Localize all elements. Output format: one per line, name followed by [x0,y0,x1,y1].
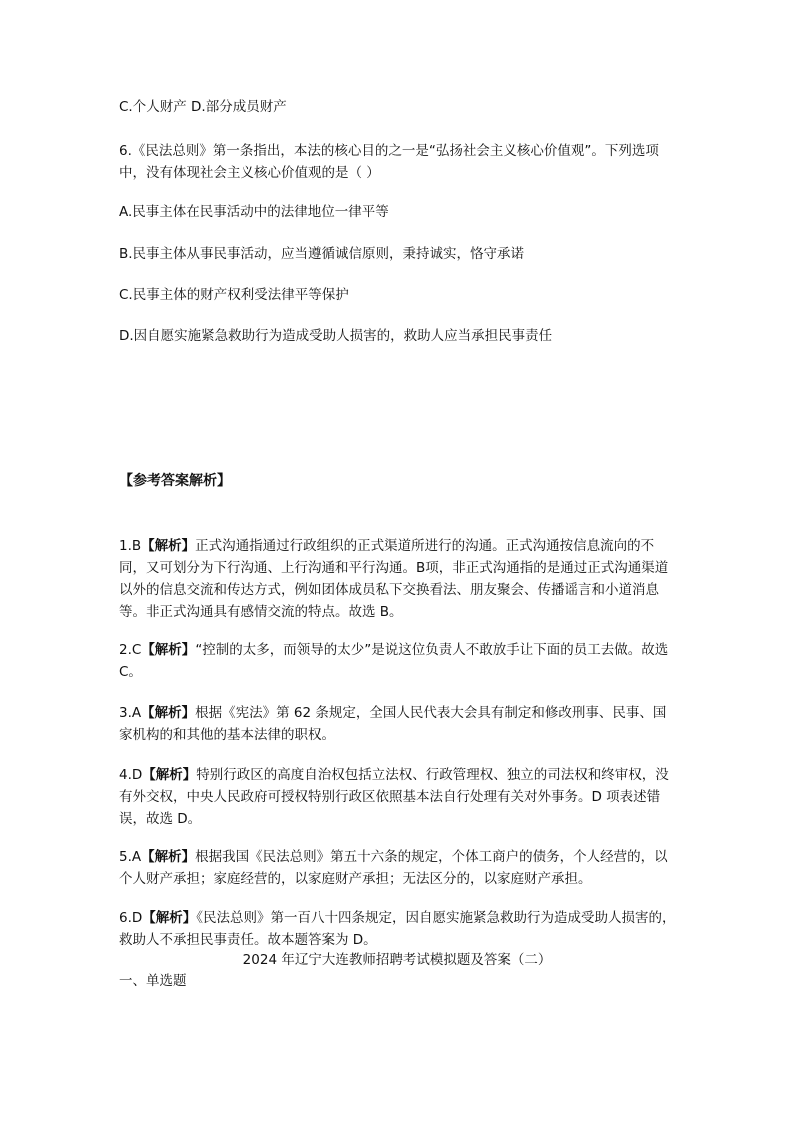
answer-3 [119,702,679,746]
question-6-stem: 6.《民法总则》第一条指出，本法的核心目的之一是“弘扬社会主义核心价值观”。下列选项中，没有体现社会主义核心价值观的是（ ） [119,143,659,181]
answer-text: 特别行政区的高度自治权包括立法权、行政管理权、独立的司法权和终审权，没有外交权，中央人民政府可授权特别行政区依照基本法自行处理有关对外事务。D 项表述错误，故选 D。 [119,767,669,827]
answer-number: 4.D [119,767,143,783]
answer-number: 2.C [119,642,142,658]
analysis-tag: 【解析】 [142,910,197,926]
answer-2 [119,639,679,683]
analysis-tag: 【解析】 [141,849,196,865]
next-section-heading: 一、单选题 [119,973,187,989]
question-6-option-d: D.因自愿实施紧急救助行为造成受助人损害的，救助人应当承担民事责任 [119,328,553,344]
previous-question-options: C.个人财产 D.部分成员财产 [119,99,287,115]
answer-text: “控制的太多，而领导的太少”是说这位负责人不敢放手让下面的员工去做。故选 C。 [119,642,669,680]
analysis-tag: 【解析】 [142,767,197,783]
answer-5 [119,846,679,890]
analysis-tag: 【解析】 [141,538,196,554]
answer-text: 根据我国《民法总则》第五十六条的规定，个体工商户的债务，个人经营的，以个人财产承担；家庭经营的，以家庭财产承担；无法区分的，以家庭财产承担。 [119,849,668,887]
analysis-tag: 【解析】 [141,705,196,721]
answer-number: 6.D [119,910,143,926]
answer-4 [119,764,679,830]
answer-number: 1.B [119,538,142,554]
answer-1 [119,535,679,623]
answer-6 [119,907,679,951]
answer-number: 5.A [119,849,142,865]
question-6-option-a: A.民事主体在民事活动中的法律地位一律平等 [119,204,389,220]
answer-text: 根据《宪法》第 62 条规定，全国人民代表大会具有制定和修改刑事、民事、国家机构的和其他的基本法律的职权。 [119,705,667,743]
answer-number: 3.A [119,705,142,721]
question-6-option-b: B.民事主体从事民事活动，应当遵循诚信原则，秉持诚实，恪守承诺 [119,246,525,262]
answers-heading: 【参考答案解析】 [119,473,231,489]
answer-text: 正式沟通指通过行政组织的正式渠道所进行的沟通。正式沟通按信息流向的不同，又可划分为下行沟通、上行沟通和平行沟通。B项，非正式沟通指的是通过正式沟通渠道以外的信息交流和传达方式，例如团体成员私下交换看法、朋友聚会、传播谣言和小道消息等。非正式沟通具有感情交流的特点。故选 B。 [119,538,669,620]
question-6-option-c: C.民事主体的财产权利受法律平等保护 [119,287,349,303]
answer-text: 《民法总则》第一百八十四条规定，因自愿实施紧急救助行为造成受助人损害的，救助人不承担民事责任。故本题答案为 D。 [119,910,676,948]
analysis-tag: 【解析】 [141,642,196,658]
next-exam-title: 2024 年辽宁大连教师招聘考试模拟题及答案（二） [242,952,552,968]
